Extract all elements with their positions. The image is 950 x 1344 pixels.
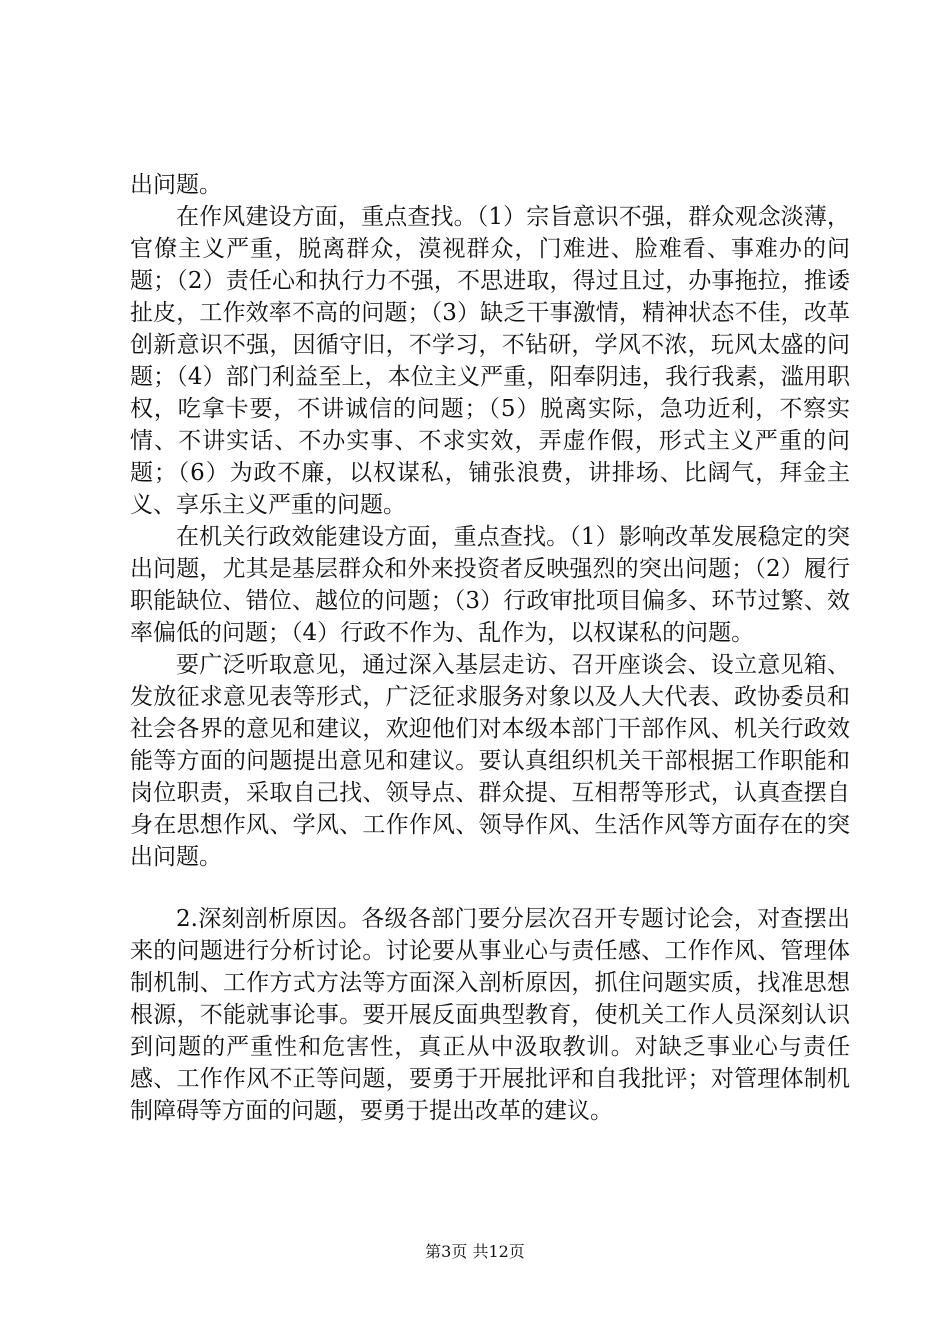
paragraph-continuation: 出问题。 [130, 172, 222, 198]
paragraph-analyze-causes: 2.深刻剖析原因。各级各部门要分层次召开专题讨论会，对查摆出来的问题进行分析讨论。讨论要从事业心与责任感、工作作风、管理体制机制、工作方式方法等方面深入剖析原因，抓住问题实质，找准思想根源，不能就事论事。要开展反面典型教育，使机关工作人员深刻认识到问题的严重性和危害性，真正从中汲取教训。对缺乏事业心与责任感、工作作风不正等问题，要勇于开展批评和自我批评；对管理体制机制障碍等方面的问题，要勇于提出改革的建议。 [130, 906, 850, 1124]
document-body [130, 169, 850, 1127]
paragraph-administrative-efficiency: 在机关行政效能建设方面，重点查找。（1）影响改革发展稳定的突出问题，尤其是基层群众和外来投资者反映强烈的突出问题；（2）履行职能缺位、错位、越位的问题；（3）行政审批项目偏多、环节过繁、效率偏低的问题；（4）行政不作为、乱作为，以权谋私的问题。 [130, 524, 850, 646]
paragraph-solicit-opinions: 要广泛听取意见，通过深入基层走访、召开座谈会、设立意见箱、发放征求意见表等形式，广泛征求服务对象以及人大代表、政协委员和社会各界的意见和建议，欢迎他们对本级本部门干部作风、机关行政效能等方面的问题提出意见和建议。要认真组织机关干部根据工作职能和岗位职责，采取自己找、领导点、群众提、互相帮等形式，认真查摆自身在思想作风、学风、工作作风、领导作风、生活作风等方面存在的突出问题。 [130, 652, 850, 870]
paragraph-work-style: 在作风建设方面，重点查找。（1）宗旨意识不强，群众观念淡薄，官僚主义严重，脱离群众，漠视群众，门难进、脸难看、事难办的问题；（2）责任心和执行力不强，不思进取，得过且过，办事拖拉，推诿扯皮，工作效率不高的问题；（3）缺乏干事激情，精神状态不佳，改革创新意识不强，因循守旧，不学习，不钻研，学风不浓，玩风太盛的问题；（4）部门利益至上，本位主义严重，阳奉阴违，我行我素，滥用职权，吃拿卡要，不讲诚信的问题；（5）脱离实际，急功近利，不察实情、不讲实话、不办实事、不求实效，弄虚作假，形式主义严重的问题；（6）为政不廉，以权谋私，铺张浪费，讲排场、比阔气，拜金主义、享乐主义严重的问题。 [130, 204, 850, 518]
page-number-footer: 第3页 共12页 [425, 1242, 525, 1261]
